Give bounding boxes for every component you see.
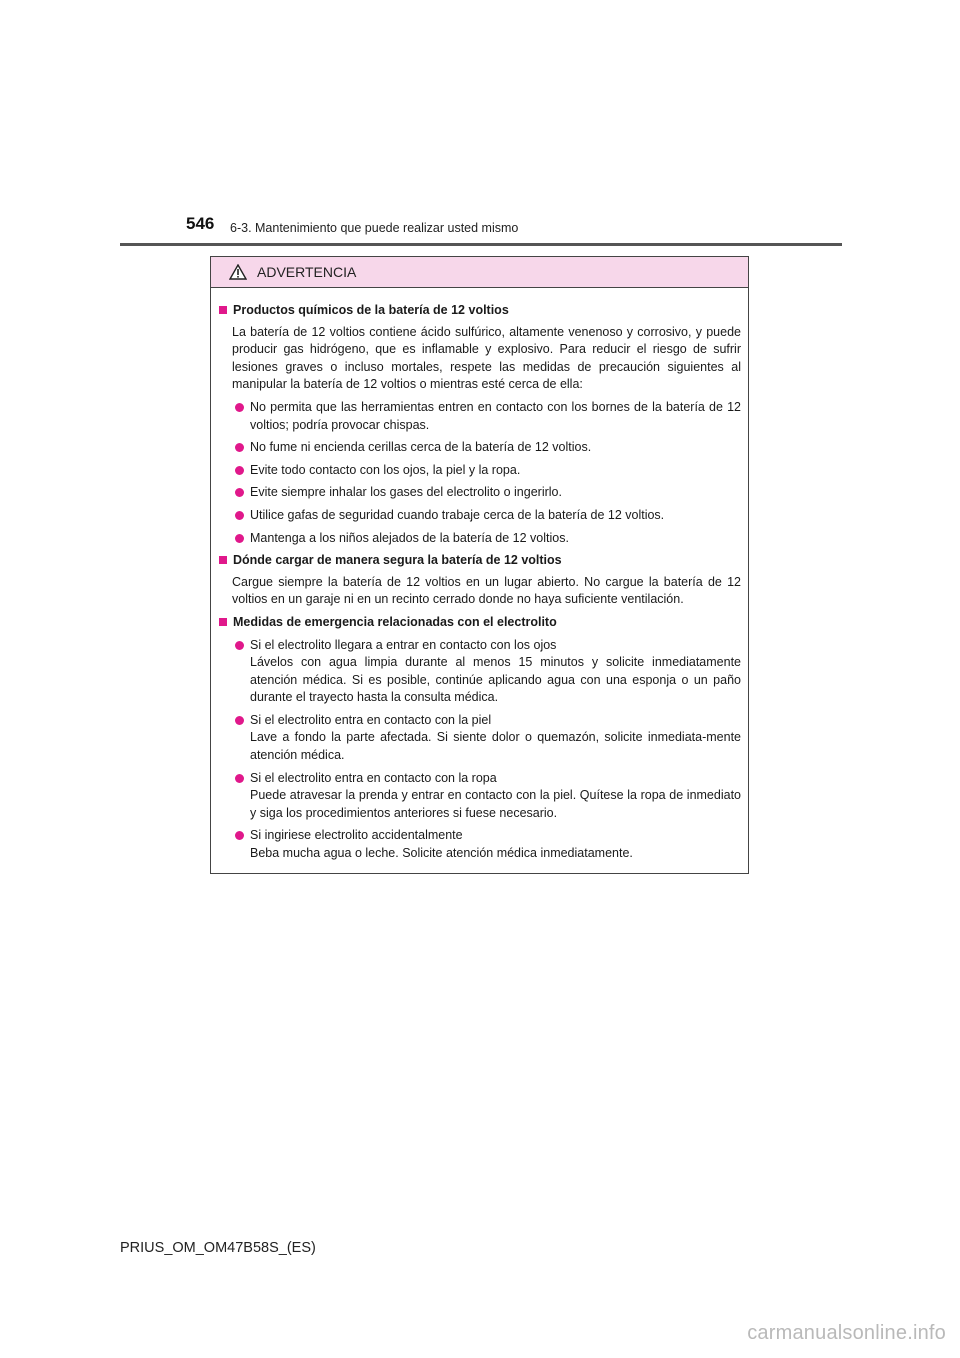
warning-item-chemicals [219, 302, 741, 547]
document-code: PRIUS_OM_OM47B58S_(ES) [120, 1240, 316, 1256]
item-heading [219, 302, 741, 320]
bullet-heading: Si ingiriese electrolito accidentalmente [250, 828, 463, 843]
circle-bullet-icon [235, 466, 244, 475]
item-title: Productos químicos de la batería de 12 voltios [233, 303, 509, 317]
bullet-text: Evite siempre inhalar los gases del electrolito o ingerirlo. [250, 485, 562, 500]
circle-bullet-icon [235, 403, 244, 412]
bullet-text: Lávelos con agua limpia durante al menos 15 minutos y solicite inmediatamente atención médica. Si es posible, continúe aplicando agua con una esponja o un paño durante el trayecto hasta la consulta médica. [250, 655, 741, 705]
list-item [219, 827, 741, 862]
watermark: carmanualsonline.info [747, 1322, 946, 1344]
page-number: 546 [186, 214, 215, 233]
bullet-text: No permita que las herramientas entren en contacto con los bornes de la batería de 12 voltios; podría provocar chispas. [250, 399, 741, 432]
item-heading [219, 552, 741, 570]
circle-bullet-icon [235, 641, 244, 650]
bullet-text: Lave a fondo la parte afectada. Si siente dolor o quemazón, solicite inmediata-mente atención médica. [250, 730, 741, 763]
list-item [219, 530, 741, 548]
square-bullet-icon [219, 306, 227, 314]
list-item [219, 770, 741, 823]
circle-bullet-icon [235, 511, 244, 520]
section-title: 6-3. Mantenimiento que puede realizar usted mismo [230, 221, 519, 235]
item-title: Medidas de emergencia relacionadas con el electrolito [233, 614, 557, 629]
bullet-text: No fume ni encienda cerillas cerca de la batería de 12 voltios. [250, 440, 592, 455]
circle-bullet-icon [235, 716, 244, 725]
bullet-text: Puede atravesar la prenda y entrar en contacto con la piel. Quítese la ropa de inmediato y siga los procedimientos anteriores si fuese necesario. [250, 788, 741, 820]
warning-triangle-icon [229, 264, 247, 280]
bullet-heading: Si el electrolito entra en contacto con la piel [250, 712, 492, 727]
bullet-text: Beba mucha agua o leche. Solicite atención médica inmediatamente. [250, 846, 633, 861]
warning-body [211, 288, 748, 863]
circle-bullet-icon [235, 774, 244, 783]
list-item [219, 399, 741, 434]
bullet-heading: Si el electrolito entra en contacto con la ropa [250, 770, 497, 785]
bullet-text: Utilice gafas de seguridad cuando trabaje cerca de la batería de 12 voltios. [250, 507, 665, 522]
circle-bullet-icon [235, 488, 244, 497]
warning-item-emergency [219, 614, 741, 863]
list-item [219, 507, 741, 525]
list-item [219, 484, 741, 502]
square-bullet-icon [219, 618, 227, 626]
list-item [219, 462, 741, 480]
item-paragraph: La batería de 12 voltios contiene ácido sulfúrico, altamente venenoso y corrosivo, y puede producir gas hidrógeno, que es inflamable y explosivo. Para reducir el riesgo de sufrir lesiones graves o incluso mortales, respete las medidas de precaución siguientes al manipular la batería de 12 voltios o mientras esté cerca de ella: [232, 324, 741, 392]
list-item [219, 439, 741, 457]
warning-box [210, 256, 749, 874]
bullet-heading: Si el electrolito llegara a entrar en contacto con los ojos [250, 637, 557, 652]
warning-title: ADVERTENCIA [257, 264, 357, 280]
list-item [219, 712, 741, 765]
list-item [219, 637, 741, 707]
circle-bullet-icon [235, 831, 244, 840]
bullet-text: Evite todo contacto con los ojos, la piel y la ropa. [250, 462, 521, 477]
item-title: Dónde cargar de manera segura la batería de 12 voltios [233, 553, 562, 568]
circle-bullet-icon [235, 534, 244, 543]
item-paragraph: Cargue siempre la batería de 12 voltios en un lugar abierto. No cargue la batería de 12 voltios en un garaje ni en un recinto cerrado donde no haya suficiente ventilación. [232, 574, 741, 607]
square-bullet-icon [219, 556, 227, 564]
warning-header [211, 257, 748, 288]
warning-item-charging [219, 552, 741, 609]
circle-bullet-icon [235, 443, 244, 452]
header-rule [120, 243, 842, 246]
item-heading [219, 614, 741, 632]
bullet-text: Mantenga a los niños alejados de la batería de 12 voltios. [250, 530, 569, 545]
